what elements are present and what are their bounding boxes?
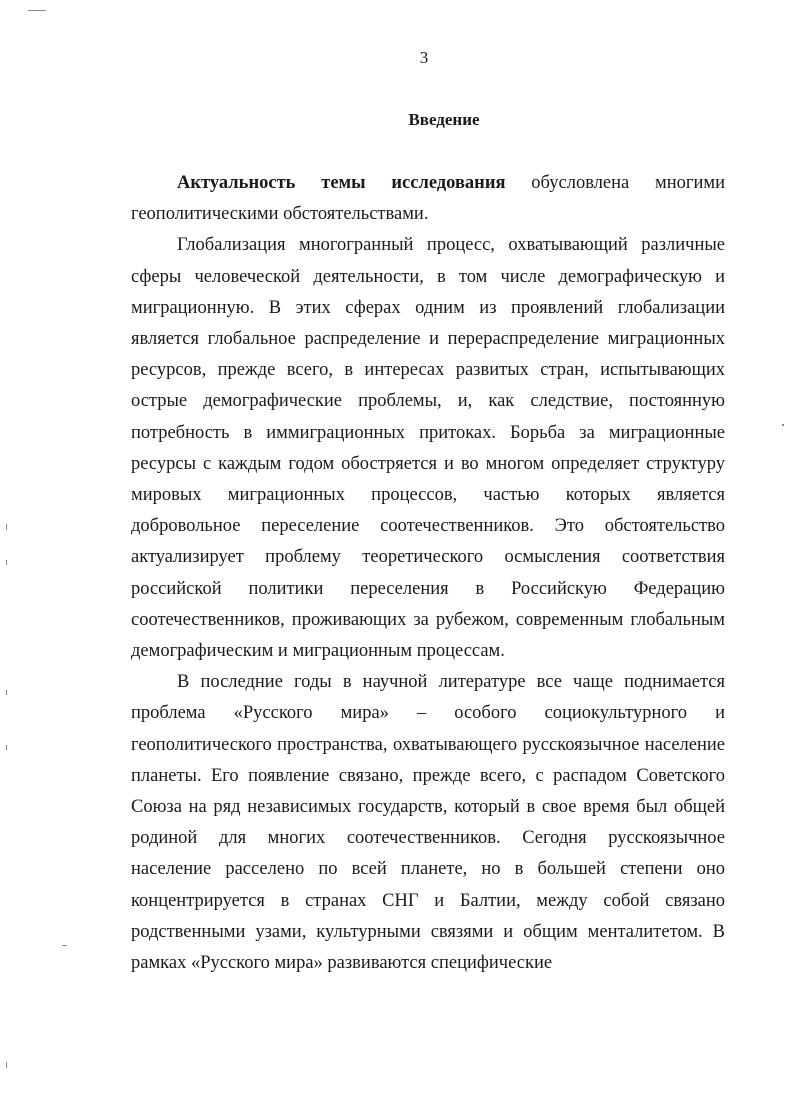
- scan-artifact: [6, 524, 7, 530]
- scan-artifact: [6, 690, 7, 695]
- scan-artifact: [6, 1062, 7, 1068]
- scan-artifact: [782, 424, 784, 426]
- scan-artifact: [6, 745, 7, 750]
- relevance-lead: Актуальность темы исследования: [177, 173, 506, 193]
- scan-artifact: [6, 560, 7, 565]
- russian-world-text: В последние годы в научной литературе все чаще поднимается проблема «Русского мира» – особого социокультурного и геополитического пространства, охватывающего русскоязычное население планеты. Его появление связано, прежде всего, с распадом Советского Союза на ряд независимых государств, который в свое время был общей родиной для многих соотечественников. Сегодня русскоязычное население расселено по всей планете, но в большей степени оно концентрируется в странах СНГ и Балтии, между собой связано родственными узами, культурными связями и общим менталитетом. В рамках «Русского мира» развиваются специфические: [131, 672, 725, 974]
- paragraph-relevance: [131, 168, 725, 230]
- body-text: [131, 168, 725, 979]
- globalization-text: Глобализация многогранный процесс, охватывающий различные сферы человеческой деятельности, в том числе демографическую и миграционную. В этих сферах одним из проявлений глобализации является глобальное распределение и перераспределение миграционных ресурсов, прежде всего, в интересах развитых стран, испытывающих острые демографические проблемы, и, как следствие, постоянную потребность в иммиграционных притоках. Борьба за миграционные ресурсы с каждым годом обостряется и во многом определяет структуру мировых миграционных процессов, частью которых является добровольное переселение соотечественников. Это обстоятельство актуализирует проблему теоретического осмысления соответствия российской политики переселения в Российскую Федерацию соотечественников, проживающих за рубежом, современным глобальным демографическим и миграционным процессам.: [131, 235, 725, 662]
- section-heading: Введение: [408, 110, 480, 129]
- scan-artifact: [28, 10, 46, 11]
- paragraph-russian-world: [131, 667, 725, 979]
- page-number: 3: [419, 48, 429, 67]
- scan-artifact: [62, 945, 67, 946]
- relevance-text: обусловлена многими геополитическими обстоятельствами.: [131, 173, 726, 225]
- paragraph-globalization: [131, 230, 725, 667]
